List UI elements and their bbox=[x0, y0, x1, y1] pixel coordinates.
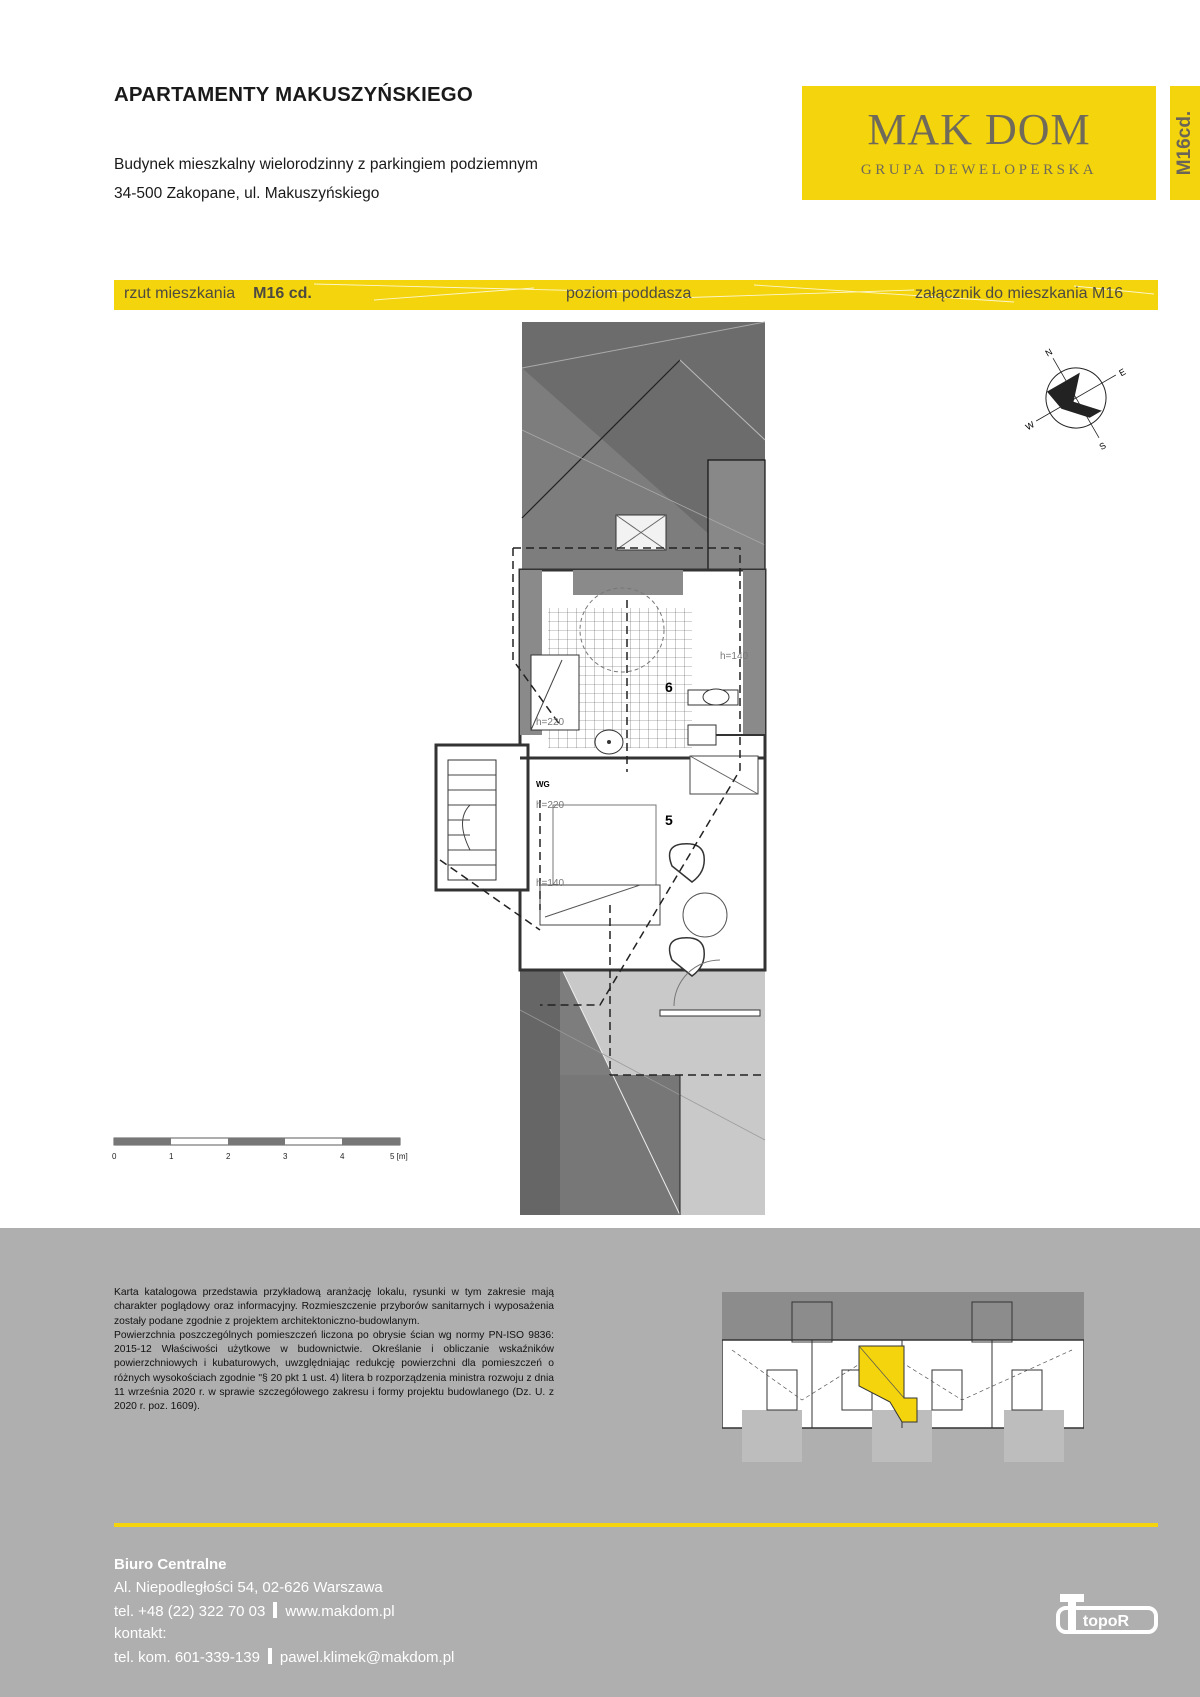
scale-tick-3: 3 bbox=[283, 1152, 288, 1161]
footer-divider bbox=[114, 1523, 1158, 1527]
plan-attachment: załącznik do mieszkania M16 bbox=[915, 285, 1124, 302]
office-phone[interactable]: tel. +48 (22) 322 70 03 bbox=[114, 1603, 266, 1620]
email-link[interactable]: pawel.klimek@makdom.pl bbox=[279, 1649, 455, 1666]
logo-name-part1: MAK bbox=[867, 105, 973, 154]
compass-s: S bbox=[1097, 440, 1108, 452]
disclaimer-text bbox=[114, 1286, 554, 1415]
separator bbox=[273, 1602, 277, 1618]
logo-tagline: GRUPA DEWELOPERSKA bbox=[860, 162, 1098, 178]
disclaimer-paragraph-1: Karta katalogowa przedstawia przykładową aranżację lokalu, rysunki w tym zakresie mają charakter poglądowy oraz informacyjny. Rozmieszczenie przyborów sanitarnych i wyposażenia zostały podane zgodnie z projektem architektoniczno-budowlanym. bbox=[114, 1287, 554, 1327]
roof-top bbox=[522, 322, 765, 584]
key-plan-thumbnail bbox=[722, 1290, 1084, 1465]
office-heading: Biuro Centralne bbox=[114, 1556, 227, 1573]
plan-level: poziom poddasza bbox=[566, 285, 692, 302]
contact-label: kontakt: bbox=[114, 1625, 167, 1642]
compass-e: E bbox=[1117, 366, 1128, 379]
height-label-room-140: h=140 bbox=[536, 878, 565, 889]
topor-logo bbox=[1056, 1588, 1160, 1640]
scale-tick-4: 4 bbox=[340, 1152, 345, 1161]
scale-tick-0: 0 bbox=[112, 1152, 117, 1161]
height-label-bath-140: h=140 bbox=[720, 651, 749, 662]
logo-name-part2: DOM bbox=[985, 105, 1091, 154]
plan-label: rzut mieszkania bbox=[124, 285, 236, 302]
building-address: 34-500 Zakopane, ul. Makuszyńskiego bbox=[114, 185, 380, 202]
scale-bar bbox=[114, 1138, 400, 1145]
staircase bbox=[448, 760, 496, 880]
scale-tick-2: 2 bbox=[226, 1152, 231, 1161]
unit-number: M16 cd. bbox=[253, 285, 312, 302]
room-label-bedroom: 5 bbox=[665, 812, 673, 828]
disclaimer-paragraph-2: Powierzchnia poszczególnych pomieszczeń liczona po obrysie ścian wg normy PN-ISO 9836: 2015-12 Właściwości użytkowe w budownictwie. Określanie i obliczanie wskaźników powierzchniowych i kubaturowych, uwzględniając redukcję powierzchni dla pomieszczeń o różnych wysokościach zgodnie "§ 20 pkt 1 ust. 4) litera b rozporządzenia ministra rozwoju z dnia 11 września 2020 r. w sprawie szczegółowego zakresu i formy projektu budowlanego (Dz. U. z 2020 r. poz. 1609). bbox=[114, 1329, 554, 1413]
compass-w: W bbox=[1023, 419, 1037, 433]
side-tab-label: M16cd. bbox=[1174, 110, 1195, 176]
mobile-phone[interactable]: tel. kom. 601-339-139 bbox=[114, 1649, 260, 1666]
topor-text: topoR bbox=[1082, 1613, 1130, 1630]
wg-label: WG bbox=[536, 780, 550, 789]
website-link[interactable]: www.makdom.pl bbox=[285, 1603, 395, 1620]
project-title: APARTAMENTY MAKUSZYŃSKIEGO bbox=[114, 84, 473, 106]
building-description: Budynek mieszkalny wielorodzinny z parkingiem podziemnym bbox=[114, 156, 538, 173]
scale-tick-5: 5 [m] bbox=[390, 1152, 408, 1161]
roof-bottom bbox=[520, 965, 765, 1215]
scale-tick-1: 1 bbox=[169, 1152, 174, 1161]
compass-icon bbox=[997, 320, 1155, 479]
height-label-room-220: h=220 bbox=[536, 800, 565, 811]
compass-n: N bbox=[1043, 346, 1055, 359]
room-label-bathroom: 6 bbox=[665, 679, 673, 695]
separator bbox=[268, 1648, 272, 1664]
height-label-bath-220: h=220 bbox=[536, 717, 565, 728]
office-address: Al. Niepodległości 54, 02-626 Warszawa bbox=[114, 1579, 383, 1596]
